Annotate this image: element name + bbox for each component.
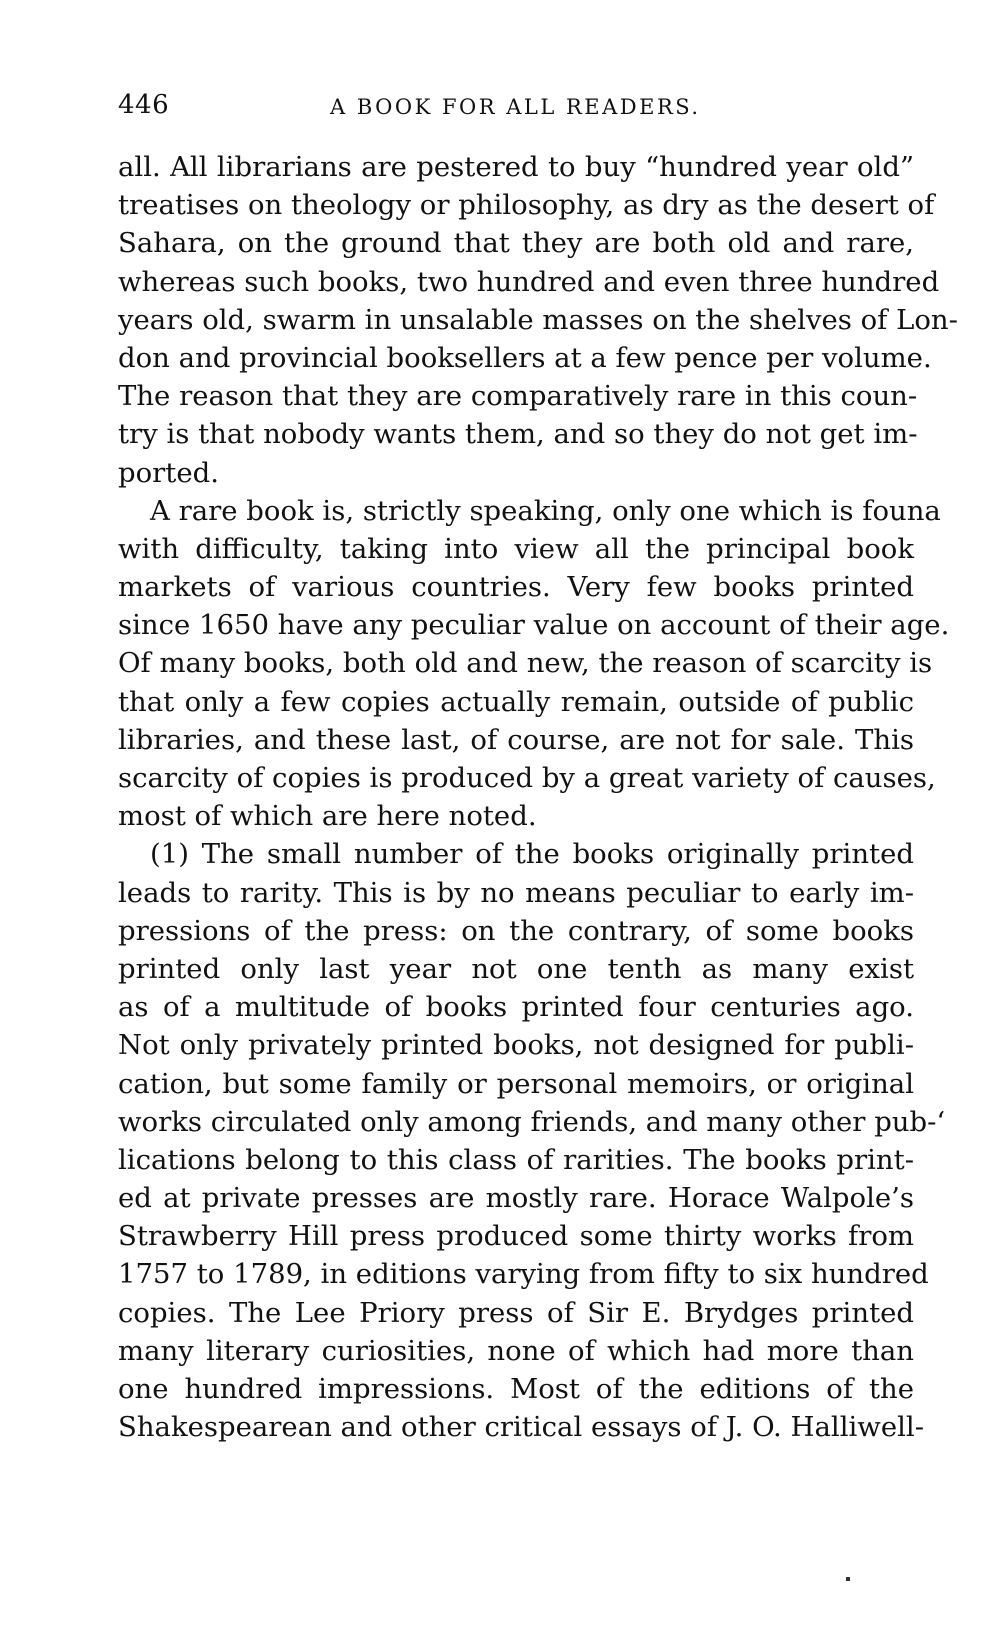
text-line: ed at private presses are mostly rare. Horace Walpole’s	[118, 1182, 914, 1215]
text-line: years old, swarm in unsalable masses on the shelves of Lon-	[118, 303, 958, 336]
text-line: most of which are here noted.	[118, 800, 537, 833]
text-line: A rare book is, strictly speaking, only one which is founa	[150, 494, 941, 527]
text-line: copies. The Lee Priory press of Sir E. Brydges printed	[118, 1296, 914, 1329]
text-line: (1) The small number of the books originally printed	[150, 838, 914, 871]
text-line: scarcity of copies is produced by a great variety of causes,	[118, 762, 936, 794]
text-line: 1757 to 1789, in editions varying from fifty to six hundred	[118, 1258, 929, 1291]
text-line: whereas such books, two hundred and even three hundred	[118, 265, 940, 298]
text-line: pressions of the press: on the contrary, of some books	[118, 914, 914, 947]
text-line: leads to rarity. This is by no means peculiar to early im-	[118, 876, 914, 909]
text-line: since 1650 have any peculiar value on account of their age.	[118, 609, 950, 642]
text-line: markets of various countries. Very few books printed	[118, 571, 914, 604]
ink-speck	[846, 1577, 850, 1581]
text-line: that only a few copies actually remain, outside of public	[118, 685, 914, 718]
text-line: printed only last year not one tenth as many exist	[118, 952, 914, 985]
text-line: try is that nobody wants them, and so they do not get im-	[118, 418, 918, 451]
text-line: don and provincial booksellers at a few pence per volume.	[118, 341, 932, 374]
text-line: treatises on theology or philosophy, as dry as the desert of	[118, 189, 935, 222]
page-number: 446	[118, 90, 170, 120]
text-line: Of many books, both old and new, the reason of scarcity is	[118, 647, 933, 680]
body-text	[118, 148, 958, 1446]
text-line: Shakespearean and other critical essays of J. O. Halliwell-	[118, 1411, 924, 1444]
running-title: A BOOK FOR ALL READERS.	[330, 95, 701, 119]
text-line: Sahara, on the ground that they are both old and rare,	[118, 227, 914, 260]
text-line: works circulated only among friends, and many other pub-‘	[118, 1105, 946, 1138]
text-line: The reason that they are comparatively rare in this coun-	[118, 380, 918, 413]
text-line: Not only privately printed books, not designed for publi-	[118, 1029, 914, 1062]
text-line: all. All librarians are pestered to buy “hundred year old”	[118, 151, 914, 183]
text-line: libraries, and these last, of course, are not for sale. This	[118, 723, 914, 756]
text-line: Strawberry Hill press produced some thirty works from	[118, 1220, 914, 1253]
text-line: lications belong to this class of rarities. The books print-	[118, 1143, 914, 1176]
text-line: as of a multitude of books printed four centuries ago.	[118, 991, 914, 1024]
text-line: cation, but some family or personal memoirs, or original	[118, 1067, 914, 1100]
text-line: with difficulty, taking into view all the principal book	[118, 532, 914, 565]
text-line: many literary curiosities, none of which had more than	[118, 1334, 914, 1367]
text-line: one hundred impressions. Most of the editions of the	[118, 1373, 914, 1405]
text-line: ported.	[118, 456, 219, 489]
